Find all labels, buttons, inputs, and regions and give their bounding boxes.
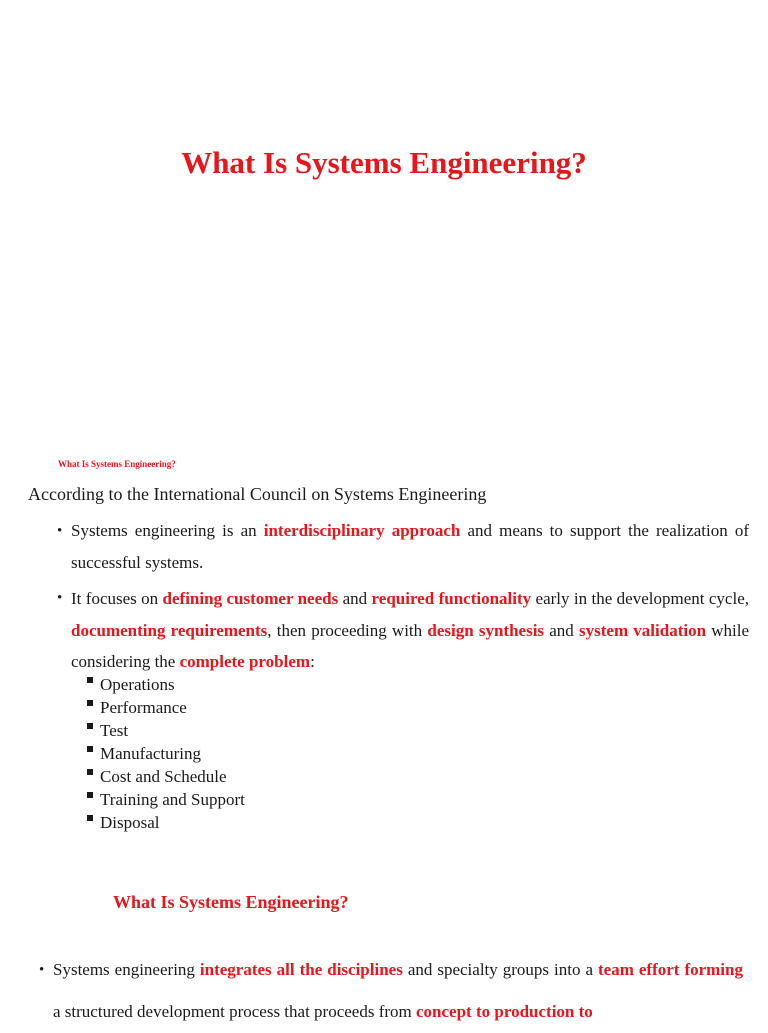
bullet-text: It focuses on (71, 589, 163, 608)
bullet-focus (57, 583, 750, 678)
list-item-label: Test (100, 721, 129, 740)
highlight-term: interdisciplinary approach (263, 521, 461, 540)
bullet-interdisciplinary (57, 515, 749, 579)
highlight-term: design synthesis (427, 620, 545, 640)
square-bullet-icon (87, 677, 93, 683)
highlight-term: documenting requirements (71, 620, 268, 640)
list-item-label: Training and Support (100, 790, 245, 809)
bullet-text: a structured development process that proceeds from (53, 1002, 417, 1021)
bullet-text: and specialty groups into a (402, 960, 599, 979)
bullet-text: and (338, 589, 372, 608)
square-bullet-icon (87, 769, 93, 775)
list-item-label: Cost and Schedule (100, 767, 227, 786)
square-bullet-icon (87, 746, 93, 752)
list-item (100, 696, 245, 719)
list-item-label: Operations (100, 675, 175, 694)
list-item-label: Manufacturing (100, 744, 202, 763)
list-item (100, 673, 245, 696)
list-item (100, 719, 245, 742)
highlight-term: concept to production to (416, 1002, 593, 1021)
slide-header: What Is Systems Engineering? (58, 459, 176, 469)
highlight-term: required functionality (371, 589, 532, 608)
highlight-term: defining customer needs (162, 589, 339, 608)
list-item (100, 742, 245, 765)
bullet-text: Systems engineering (53, 960, 200, 979)
bullet-text: and (544, 620, 579, 640)
problem-aspects-list (100, 673, 245, 834)
bullet-text: and means to support the realization of successful systems. (71, 521, 749, 572)
intro-text: According to the International Council on Systems Engineering (28, 484, 487, 504)
list-item-label: Performance (100, 698, 187, 717)
list-item (100, 811, 245, 834)
page-title: What Is Systems Engineering? (181, 145, 587, 180)
highlight-term: integrates all the disciplines (199, 960, 403, 979)
bullet-text: early in the development cycle, (531, 589, 749, 608)
square-bullet-icon (87, 815, 93, 821)
section-title: What Is Systems Engineering? (113, 892, 349, 912)
bullet-text: , then proceeding with (267, 620, 428, 640)
square-bullet-icon (87, 792, 93, 798)
bullet-dot-icon: • (57, 523, 63, 539)
highlight-term: team effort forming (598, 960, 743, 979)
highlight-term: system validation (579, 620, 707, 640)
bullet-text: Systems engineering is an (71, 521, 264, 540)
bullet-text: : (310, 652, 315, 671)
highlight-term: complete problem (179, 652, 311, 671)
list-item (100, 765, 245, 788)
bullet-dot-icon: • (57, 590, 63, 606)
bullet-text: while considering the (71, 620, 750, 671)
list-item (100, 788, 245, 811)
list-item-label: Disposal (100, 813, 160, 832)
bullet-dot-icon: • (39, 962, 45, 978)
square-bullet-icon (87, 700, 93, 706)
bullet-integrates (39, 949, 743, 1033)
square-bullet-icon (87, 723, 93, 729)
